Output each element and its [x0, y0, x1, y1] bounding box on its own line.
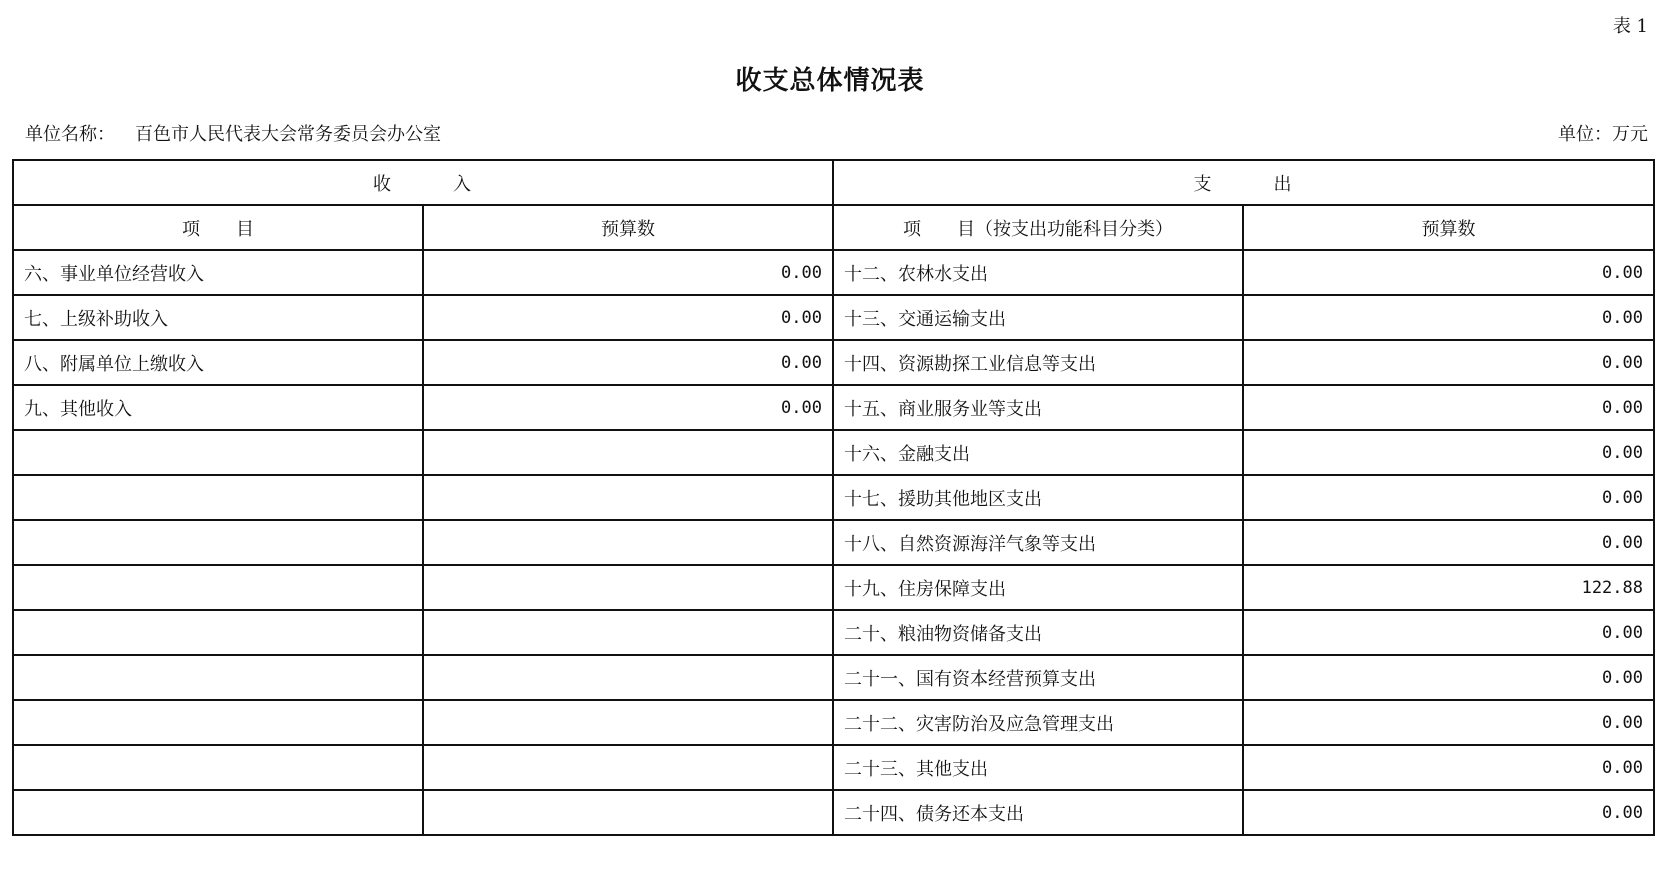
table-row: [13, 655, 1654, 700]
income-item-cell: [13, 475, 423, 520]
income-item-cell: [13, 430, 423, 475]
table-row: [13, 340, 1654, 385]
income-item-cell: 九、其他收入: [13, 385, 423, 430]
income-value-cell: 0.00: [423, 295, 833, 340]
unit-name-label: 单位名称：: [25, 124, 115, 145]
income-item-cell: [13, 610, 423, 655]
expense-item-cell: 二十、粮油物资储备支出: [833, 610, 1243, 655]
meta-bar: [25, 120, 1648, 148]
expense-value-cell: 0.00: [1243, 430, 1654, 475]
income-value-cell: [423, 565, 833, 610]
expense-value-cell: 0.00: [1243, 655, 1654, 700]
income-item-cell: 八、附属单位上缴收入: [13, 340, 423, 385]
expense-item-cell: 二十一、国有资本经营预算支出: [833, 655, 1243, 700]
table-row: [13, 520, 1654, 565]
income-value-cell: [423, 520, 833, 565]
unit-name-value: 百色市人民代表大会常务委员会办公室: [135, 124, 441, 145]
expense-section-header: 支 出: [833, 160, 1654, 205]
income-item-cell: [13, 745, 423, 790]
expense-item-cell: 十二、农林水支出: [833, 250, 1243, 295]
expense-item-cell: 十八、自然资源海洋气象等支出: [833, 520, 1243, 565]
expense-item-cell: 十七、援助其他地区支出: [833, 475, 1243, 520]
income-budget-header: 预算数: [423, 205, 833, 250]
expense-item-cell: 二十四、债务还本支出: [833, 790, 1243, 835]
table-body: [13, 250, 1654, 835]
expense-item-cell: 十四、资源勘探工业信息等支出: [833, 340, 1243, 385]
currency-unit: 单位：万元: [1558, 124, 1648, 145]
income-value-cell: [423, 430, 833, 475]
income-value-cell: [423, 655, 833, 700]
expense-item-cell: 十九、住房保障支出: [833, 565, 1243, 610]
income-item-cell: [13, 790, 423, 835]
header-row-columns: [13, 205, 1654, 250]
header-row-sections: [13, 160, 1654, 205]
income-value-cell: 0.00: [423, 250, 833, 295]
income-section-header: 收 入: [13, 160, 833, 205]
income-item-cell: [13, 520, 423, 565]
table-number: 表 1: [1612, 16, 1648, 37]
table-row: [13, 790, 1654, 835]
expense-item-cell: 十六、金融支出: [833, 430, 1243, 475]
unit-name-row: [25, 120, 441, 146]
income-item-cell: [13, 655, 423, 700]
expense-item-cell: 二十三、其他支出: [833, 745, 1243, 790]
expense-value-cell: 122.88: [1243, 565, 1654, 610]
table-row: [13, 565, 1654, 610]
expense-value-cell: 0.00: [1243, 250, 1654, 295]
table-row: [13, 745, 1654, 790]
table-row: [13, 385, 1654, 430]
expense-value-cell: 0.00: [1243, 610, 1654, 655]
budget-table: [12, 159, 1655, 836]
income-value-cell: 0.00: [423, 385, 833, 430]
expense-item-cell: 二十二、灾害防治及应急管理支出: [833, 700, 1243, 745]
expense-budget-header: 预算数: [1243, 205, 1654, 250]
expense-item-header: 项 目（按支出功能科目分类）: [833, 205, 1243, 250]
table-row: [13, 610, 1654, 655]
expense-value-cell: 0.00: [1243, 340, 1654, 385]
expense-value-cell: 0.00: [1243, 295, 1654, 340]
table-row: [13, 250, 1654, 295]
table-row: [13, 295, 1654, 340]
income-value-cell: [423, 610, 833, 655]
income-value-cell: [423, 475, 833, 520]
table-row: [13, 700, 1654, 745]
expense-value-cell: 0.00: [1243, 745, 1654, 790]
expense-value-cell: 0.00: [1243, 700, 1654, 745]
income-value-cell: [423, 790, 833, 835]
expense-value-cell: 0.00: [1243, 520, 1654, 565]
table-row: [13, 475, 1654, 520]
expense-value-cell: 0.00: [1243, 790, 1654, 835]
income-item-header: 项 目: [13, 205, 423, 250]
income-value-cell: [423, 745, 833, 790]
income-item-cell: [13, 700, 423, 745]
expense-item-cell: 十三、交通运输支出: [833, 295, 1243, 340]
income-value-cell: 0.00: [423, 340, 833, 385]
income-item-cell: 七、上级补助收入: [13, 295, 423, 340]
page-title: 收支总体情况表: [735, 66, 925, 96]
income-item-cell: [13, 565, 423, 610]
table-row: [13, 430, 1654, 475]
income-item-cell: 六、事业单位经营收入: [13, 250, 423, 295]
expense-value-cell: 0.00: [1243, 385, 1654, 430]
expense-value-cell: 0.00: [1243, 475, 1654, 520]
income-value-cell: [423, 700, 833, 745]
expense-item-cell: 十五、商业服务业等支出: [833, 385, 1243, 430]
